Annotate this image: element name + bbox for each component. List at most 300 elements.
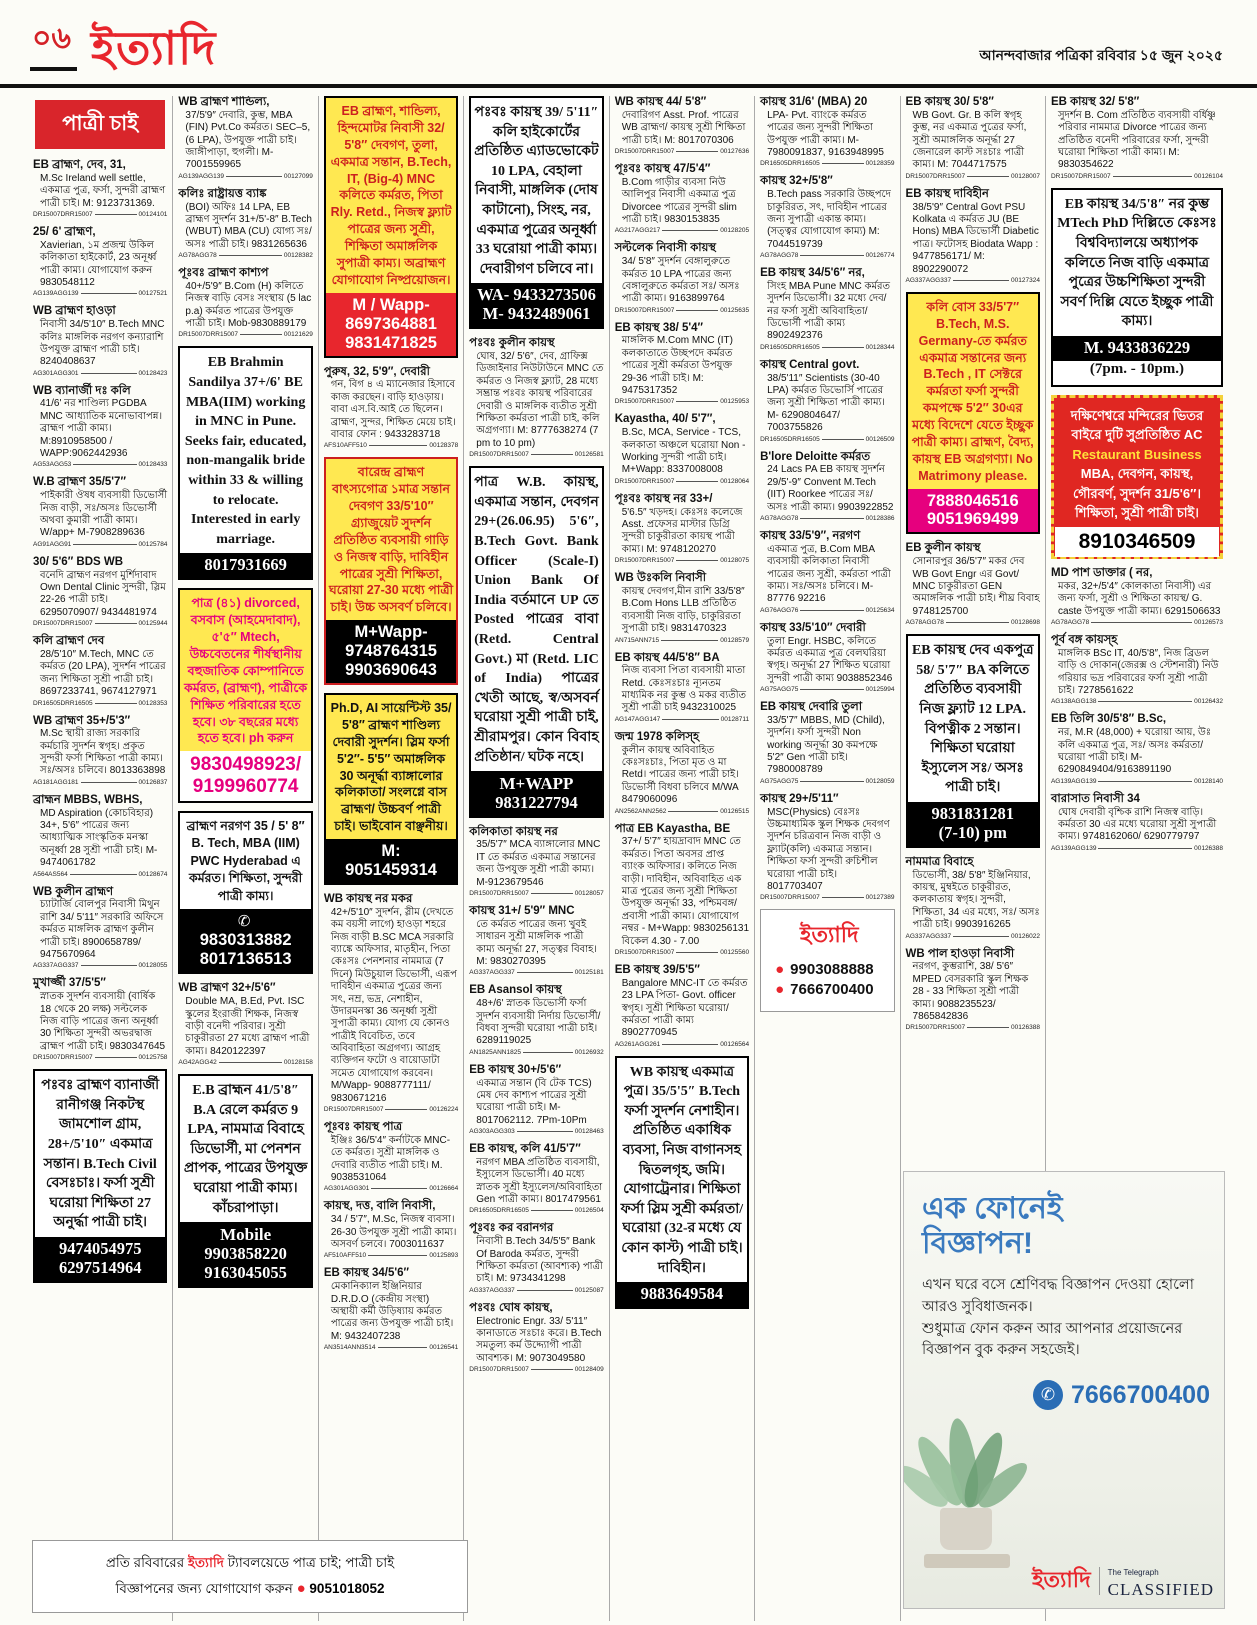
ad-body: পঃবঃ ব্রাহ্মণ ব্যানার্জী রানীগঞ্জ নিকটস্থ জামশোল গ্রাম, 28+/5'10″ একমাত্র সন্তান। B.Tech Civil বেসঃচাঃ। ফর্সা সুশ্রী ঘরোয়া শিক্ষিতা 27 অনুর্দ্ধা পাত্রী চাই। xyxy=(41,1078,160,1231)
classified-ad xyxy=(615,823,749,956)
ad-code: AG147AGG147 xyxy=(614,715,661,723)
phone-booking-ad xyxy=(903,1171,1225,1609)
ad-title: পূঃবঃ কায়স্থ নর 33+/ xyxy=(614,492,713,505)
ad-title: পূঃবঃ কায়স্থ পাত্র xyxy=(323,1121,403,1134)
phone-band xyxy=(1055,527,1219,557)
classified-ad xyxy=(615,652,749,723)
ad-serial: 00126541 xyxy=(429,1344,459,1352)
phone-number: 9831831281 xyxy=(931,803,1014,823)
column-5 xyxy=(609,96,754,1621)
phone-band xyxy=(180,909,310,972)
ad-body: MD Aspiration (কোচবিহার) 34+, 5'6″ পাত্রের জন্য আধ্যাত্মিক সাংস্কৃতিক মনস্কা অনূর্ধ্বা 28 সুশ্রী পাত্রী চাই। M-9474061782 xyxy=(40,807,158,869)
ad-serial: 00128075 xyxy=(720,557,750,565)
ad-serial: 00128344 xyxy=(865,343,895,351)
ad-body: 35/5'7″ MCA ব্যাঙ্গালোর MNC IT তে কর্মরত একমাত্র সন্তানের জন্য উপযুক্ত সুশ্রী পাত্রী কাম্য। M-9123679546 xyxy=(476,839,601,888)
ad-serial: 00125087 xyxy=(574,1286,604,1294)
code-rule xyxy=(371,1188,427,1189)
ad-body: M.Sc Ireland well settle, একমাত্র পুত্র, ফর্সা, সুন্দরী ব্রাহ্মণ পাত্রী চাই। M: 9123731369. xyxy=(40,172,166,209)
classified-ad xyxy=(178,188,312,259)
ad-title: 30/ 5'6″ BDS WB xyxy=(33,555,124,568)
ad-code: DR15007DRR15007 xyxy=(33,1054,93,1062)
ad-serial: 00128423 xyxy=(138,369,168,377)
classified-ad xyxy=(1051,793,1223,852)
ad-code-row xyxy=(615,1041,749,1048)
ad-serial: 00128059 xyxy=(865,777,895,785)
code-rule xyxy=(822,347,864,348)
big-ad-body: এখন ঘরে বসে শ্রেণিবদ্ধ বিজ্ঞাপন দেওয়া হোলো আরও সুবিধাজনক। শুধুমাত্র ফোন করুন আর আপনার প্রয়োজনের বিজ্ঞাপন বুক করুন সহজেই। xyxy=(922,1277,1194,1359)
code-rule xyxy=(1091,622,1192,623)
ad-code-row xyxy=(469,1207,603,1214)
ad-code-row xyxy=(615,557,749,564)
ad-title: WB কায়স্থ নর মকর xyxy=(323,893,413,905)
ad-code: AG337AGG337 xyxy=(469,969,515,977)
bullet-icon: ● xyxy=(296,1580,306,1597)
ad-body: 42+/5'10″ সুদর্শন, স্লীম (দেখতে কম বয়সী লাগে) হাওড়া শহরে নিজ বাড়ী B.SC MCA সরকারি ব্যাঙ্কে অফিসার, মাতৃহীন, পিতা কেঃসঃ পেনশনার নামমাত্র (7 দিনে) মিউচুয়াল ডিভোর্সী, এরূপ দাবিহীন একমাত্র পুত্রের জন্য সৎ, নম্র, ভদ্র, নেশাহীন, উদারমনস্কা 36 অনূর্ধ্বা সুশ্রী সুপাত্রী কাম্য। যোগ্য যে কোনও পাত্রীই বিবেচিত, তবে অবিবাহিতা অগ্রগণ্য। আগ্রহ ব্যক্তিগন ফটো ও বায়োডাটা সমেত যোগাযোগ করবেন। M/Wapp- 9088777111/ 9830671216 xyxy=(330,906,457,1104)
ad-code-row xyxy=(324,1185,458,1192)
phone-number: 9903088888 xyxy=(790,961,874,979)
classified-ad xyxy=(615,1056,749,1310)
ad-code-row xyxy=(33,620,167,627)
ad-code-row xyxy=(1051,619,1223,626)
ad-body: Ph.D, AI সায়েন্টিস্ট 35/ 5'8″ ব্রাহ্মণ শাণ্ডিল্য দেবারী সুদর্শন। স্লিম ফর্সা 5'2″- 5'5″ অমাঙ্গলিক 30 অনূর্দ্ধা ব্যাঙ্গালোর কলিকাতা/ সংলগ্নে বাস ব্রাহ্মণ/ উচ্চবর্ণ পাত্রী চাই। ভাইবোন বাঞ্ছনীয়। xyxy=(330,701,452,834)
classified-ad xyxy=(615,96,749,155)
code-rule xyxy=(822,163,864,164)
ad-body: WB কায়স্থ একমাত্র পুত্র। 35/5'5″ B.Tech ফর্সা সুদর্শন নেশাহীন। প্রতিষ্ঠিত একাধিক ব্যবসা, নিজ বাগানসহ দ্বিতলগৃহ, জমি। যোগাট্রেনার। শিক্ষিতা ফর্সা স্লিম সুশ্রী কর্মরতা/ঘরোয়া (32-র মধ্যে যে কোন কাস্ট) পাত্রী চাই। দাবিহীন। xyxy=(620,1064,744,1276)
ad-code: AG301AGG301 xyxy=(323,1185,370,1193)
phone-band xyxy=(908,802,1038,846)
time-note: (7pm. - 10pm.) xyxy=(1089,360,1185,377)
ad-serial: 00125893 xyxy=(429,1252,459,1260)
ad-code-row xyxy=(615,398,749,405)
ad-serial: 00126837 xyxy=(138,778,168,786)
ad-title: EB কায়স্থ 34/5'6″ xyxy=(323,1267,409,1280)
ad-serial: 00126022 xyxy=(1011,932,1040,940)
ad-title: EB কায়স্থ দাবিহীন xyxy=(905,187,989,200)
code-rule xyxy=(517,972,573,973)
ad-code-row xyxy=(1051,778,1223,785)
column-3 xyxy=(318,96,463,1621)
code-rule xyxy=(531,893,573,894)
page-header xyxy=(0,0,1257,88)
classified-ad xyxy=(760,359,894,443)
phone-number: 9903690643 xyxy=(345,661,437,680)
ad-serial: 00125784 xyxy=(138,540,168,548)
ad-code-row xyxy=(760,436,894,443)
classified-ad xyxy=(324,366,458,450)
ad-serial: 00127636 xyxy=(720,147,750,155)
phone-number: 9199960774 xyxy=(192,776,299,798)
phone-number: 9830498923/ xyxy=(190,754,302,776)
classified-ad xyxy=(1051,188,1223,387)
ad-code: DR15007DRR15007 xyxy=(1050,172,1111,180)
ad-serial: 00128007 xyxy=(1011,172,1040,180)
code-rule xyxy=(800,781,863,782)
ad-title: EB ব্রাহ্মণ, দেব, 31, xyxy=(33,159,126,171)
ad-code: DR15007DRR15007 xyxy=(905,1024,966,1032)
ad-code: DR15007DRR15007 xyxy=(614,306,675,314)
ad-code: AG301AGG301 xyxy=(33,369,79,377)
ad-code: DR15007DRR15007 xyxy=(469,889,529,897)
code-rule xyxy=(226,176,282,177)
phone-number: 9903858220 xyxy=(204,1243,287,1263)
phone-band xyxy=(1053,336,1221,361)
classified-ad xyxy=(33,1069,167,1283)
ad-code-row xyxy=(760,252,894,259)
classified-ad xyxy=(469,1222,603,1293)
classified-ad xyxy=(33,226,167,297)
ad-body: কলি বোস 33/5'7″ B.Tech, M.S. Germany-তে কর্মরত একমাত্র সন্তানের জন্য B.Tech , IT সেক্টরে কর্মরতা ফর্সা সুন্দরী কমপক্ষে 5'2″ 30এর মধ্যে বিদেশে যেতে ইচ্ছুক পাত্রী কাম্য। ব্রাহ্মণ, বৈদ্য, কায়স্থ EB অগ্রগণ্যা। No Matrimony please. xyxy=(911,299,1034,483)
ad-title: EB কায়স্থ 44/5'8″ BA xyxy=(614,651,720,664)
ad-body: 28/5'10″ M.Tech, MNC তে কর্মরত (20 LPA), সুদর্শন পাত্রের জন্য শিক্ষিতা সুশ্রী পাত্রী চাই। 8697233741, 9674127971 xyxy=(40,648,166,698)
ad-code: DR15007DRR15007 xyxy=(323,1106,384,1114)
ad-code: AG42AGG42 xyxy=(178,1059,217,1067)
phone-number: 9163045055 xyxy=(204,1262,287,1282)
code-rule xyxy=(368,1255,427,1256)
ad-body-part: MBA, দেবগন, কায়স্থ, গৌরবর্ণ, সুদর্শন 31/5'6″। শিক্ষিতা, সুশ্রী পাত্রী চাই। xyxy=(1073,466,1201,521)
ad-code-row xyxy=(178,252,312,259)
code-rule xyxy=(967,1027,1009,1028)
ad-title: Kayastha, 40/ 5'7″, xyxy=(614,413,716,426)
ad-code: AG139AGG139 xyxy=(1050,844,1097,852)
code-rule xyxy=(1098,781,1192,782)
contact-phone xyxy=(775,981,883,998)
code-rule xyxy=(662,719,718,720)
classified-ad xyxy=(906,188,1040,284)
ad-serial: 00125944 xyxy=(138,620,168,628)
code-rule xyxy=(531,1369,573,1370)
phone-number: M. 9433836229 xyxy=(1083,337,1191,357)
masthead-title: ইত্যাদি xyxy=(91,22,217,74)
phone-band xyxy=(471,771,601,816)
ad-body xyxy=(1058,406,1216,523)
classified-ad xyxy=(615,731,749,815)
ad-code: AG78AGG78 xyxy=(1050,618,1090,626)
ad-serial: 00126932 xyxy=(574,1048,604,1056)
ad-body: বারেন্দ্র ব্রাহ্মণ বাৎস্যগোত্র ১মাত্র সন্তান দেবগণ 33/5'10″ গ্র্যাজুয়েট সুদর্শন প্রতিষ্ঠিত ব্যবসায়ী গাড়ি ও নিজস্ব বাড়ি, দাবিহীন পাত্রের সুশ্রী শিক্ষিতা, ঘরোয়া 27-30 মধ্যে পাত্রী চাই। উচ্চ অসবর্ণ চলিবে। xyxy=(329,465,454,615)
ad-serial: 00128205 xyxy=(720,227,750,235)
code-rule xyxy=(676,310,718,311)
ad-code: A564AS564 xyxy=(33,870,68,878)
ad-title: EB কায়স্থ 32/ 5'8″ xyxy=(1050,96,1140,108)
phone-band xyxy=(180,553,310,578)
ad-title: W.B ব্রাহ্মণ 35/5'7″ xyxy=(33,476,126,489)
ad-code-row xyxy=(760,686,894,693)
code-rule xyxy=(800,518,863,519)
ad-serial: 00128409 xyxy=(574,1366,604,1374)
classified-ad xyxy=(33,794,167,878)
ad-body: বনেদি ব্রাহ্মণ নরগণ মুর্শিদাবাদ Own Dental Clinic সুন্দরী, স্লিম 22-26 পাত্রী চাই। 6295070907/ 9434481974 xyxy=(40,569,166,618)
ad-code: AG53AGG53 xyxy=(33,461,72,469)
classified-ad xyxy=(469,984,603,1055)
ad-serial: 00128359 xyxy=(865,160,895,168)
ad-code-row xyxy=(469,1049,603,1056)
ad-code: AG78AGG78 xyxy=(760,514,799,522)
ad-body: 33/5'7″ MBBS, MD (Child), সুদর্শন। ফর্সা সুন্দরী Non working অনূর্দ্ধা 30 কমপক্ষে 5'2″ Gen পাত্রী চাই। 7980008789 xyxy=(767,714,885,776)
ad-title: WB ব্রাহ্মণ হাওড়া xyxy=(33,305,116,318)
code-rule xyxy=(1113,176,1193,177)
section-header-bride-wanted: পাত্রী চাই xyxy=(35,100,165,149)
ad-body: 38/5'11″ Scientists (30-40 LPA) কর্মরত ডিভোর্সি পাত্রের জন্য সুশ্রী শিক্ষিতা পাত্রী কাম্য। M- 6290804647/ 7003755826 xyxy=(767,372,886,434)
classified-ad xyxy=(1051,567,1223,626)
classified-ad xyxy=(178,982,312,1066)
ad-code: DR15007DRR15007 xyxy=(614,948,675,956)
ad-serial: 00128158 xyxy=(283,1059,313,1067)
ad-code: AG303AGG303 xyxy=(469,1128,515,1136)
ad-serial: 00125758 xyxy=(138,1054,168,1062)
ad-serial: 00128711 xyxy=(720,715,750,723)
ad-code: AG138AGG138 xyxy=(1050,698,1097,706)
code-rule xyxy=(517,1131,573,1132)
ad-body: সুদর্শন B. Com প্রতিষ্ঠিত ব্যবসায়ী বর্ধিষ্ণু পরিবার নামমাত্র Divorce পাত্রের জন্য প্রতিষ্ঠিত বনেদী পরিবারের ফর্সা, সুন্দরী ঘরোয়া শিক্ষিতা পাত্রী কাম্য। M: 9830354622 xyxy=(1057,109,1216,171)
ad-body: তে কর্মরত পাত্রের জন্য খুবই সাধারন সুশ্রী মাঙ্গলিক পাত্রী কাম্য অনূর্দ্ধা 27, সত্ত্বর বিবাহ। M: 9830270395 xyxy=(476,918,597,967)
ad-body: WB Govt. Gr. B কলি স্বগৃহ কুম্ভ, নর একমাত্র পুত্রের ফর্সা, সুশ্রী অমাঙ্গলিক অনূর্দ্ধা 27 জেনারেল কাস্ট সঃচাঃ পাত্রী কাম্য। M: 7044717575 xyxy=(912,109,1027,171)
ad-body: সোনারপুর 36/5'7″ মকর দেব WB Govt Engr এর Govt/ MNC চাকুরীরতা GEN অমাঙ্গলিক পাত্রী চাই। শীঘ্র বিবাহ 9748125700 xyxy=(912,556,1040,617)
code-rule xyxy=(676,401,718,402)
ad-body: 5'6.5″ খড়দহ। কেঃসঃ কলেজে Asst. প্রফেসর মাস্টার ডিগ্রি সুন্দরী চাকুরীরতা কায়স্থ পাত্রী কাম্য। M: 9748120270 xyxy=(621,506,743,555)
ad-title: EB কায়স্থ 30/ 5'8″ xyxy=(905,96,994,108)
ad-title: পূর্ব বঙ্গ কায়স্হ xyxy=(1050,633,1118,646)
ad-serial: 00121629 xyxy=(283,331,313,339)
ad-code-row xyxy=(178,173,312,180)
code-rule xyxy=(662,230,718,231)
code-rule xyxy=(240,334,282,335)
code-rule xyxy=(946,622,1009,623)
phone-number: (7-10) pm xyxy=(938,822,1007,842)
ad-code-row xyxy=(760,607,894,614)
big-ad-footer xyxy=(1032,1562,1214,1600)
ad-title: EB Asansol কায়স্থ xyxy=(469,984,562,997)
code-rule xyxy=(822,897,864,898)
ad-code-row xyxy=(1051,698,1223,705)
ad-code-row xyxy=(33,541,167,548)
ad-code: AG76AGG76 xyxy=(760,606,799,614)
code-rule xyxy=(967,176,1009,177)
classified-ad xyxy=(760,451,894,522)
ad-body: Xavierian, ১ম প্রজন্ম উকিল কলিকাতা হাইকোর্ট, 23 অনূর্ধ্ব পাত্রী কাম্য। যোগাযোগ করুন 9830548112 xyxy=(40,239,157,288)
ad-body: নর, M.R (48,000) + ঘরোয়া আয়, উঃ কলি একমাত্র পুত্র, সঃ/ অসঃ কর্মরতা/ ঘরোয়া পাত্রী চাই। M- 6290849404/9163891190 xyxy=(1057,727,1212,776)
ad-body: সিংহ MBA Pune MNC কর্মরত সুদর্শন ডিভোর্সী। 32 মধ্যে দেব/নর ফর্সা সুশ্রী অবিবাহিতা/ ডিভোর্সী পাত্রী কাম্য 8902492376 xyxy=(767,280,891,342)
ad-code-row xyxy=(33,290,167,297)
code-rule xyxy=(219,1062,282,1063)
phone-number: 7666700400 xyxy=(790,981,874,999)
ad-code: DR16505DRR16505 xyxy=(760,343,820,351)
ad-code-row xyxy=(33,211,167,218)
ad-code: AG337AGG337 xyxy=(469,1286,515,1294)
ad-code: AN2562ANN2562 xyxy=(614,807,667,815)
code-rule xyxy=(800,610,863,611)
code-rule xyxy=(95,703,137,704)
code-rule xyxy=(668,811,718,812)
ad-code-row xyxy=(324,1252,458,1259)
classified-ad xyxy=(469,1302,603,1373)
ad-code: DR15007DRR15007 xyxy=(614,477,675,485)
code-rule xyxy=(531,1210,573,1211)
ad-title: পূঃবঃ কায়স্থ 47/5'4″ xyxy=(614,162,711,175)
classified-ad xyxy=(33,886,167,970)
classified-ad xyxy=(33,635,167,706)
code-rule xyxy=(662,1044,718,1045)
ad-body: M.Sc স্থায়ী রাজ্য সরকারি কর্মচারি সুদর্শন স্বগৃহ। প্রকৃত সুন্দরী ফর্সা শিক্ষিতা পাত্রী কাম্য। সঃ/অসঃ চলিবে। 8013363898 xyxy=(40,728,166,777)
phone-icon: ✆ xyxy=(237,913,251,931)
code-rule xyxy=(73,464,136,465)
ad-code: DR15007DRR15007 xyxy=(614,147,675,155)
ad-code-row xyxy=(33,1054,167,1061)
phone-band xyxy=(326,293,456,356)
ad-serial: 00127521 xyxy=(138,290,168,298)
ad-body: 40+/5'9″ B.Com (H) কলিতে নিজস্ব বাড়ি বেসঃ সংস্থায় (5 lac p.a) কর্মরত পাত্রের উপযুক্ত পাত্রী চাই। Mob-9830889179 xyxy=(185,280,312,330)
code-rule xyxy=(95,1057,137,1058)
ad-code: AF510AFF510 xyxy=(323,1252,367,1260)
code-rule xyxy=(953,936,1009,937)
ad-body: 37/5'9″ দেবারি, কুম্ভ, MBA (FIN) Pvt.Co কর্মরত। SEC–5, (6 LPA), উপযুক্ত পাত্রী চাই।জাঙ্গীপাড়া, হুগলী। M- 7001559965 xyxy=(185,109,311,171)
ad-title: মুখার্জ্জী 37/5'5″ xyxy=(33,977,106,990)
phone-band xyxy=(326,839,456,883)
ad-body: EB কায়স্থ দেব একপুত্র 58/ 5'7″ BA কলিতে প্রতিষ্ঠিত ব্যবসায়ী নিজ ফ্ল্যাট 12 LPA. বিপত্নীক 2 সন্তান। শিক্ষিতা ঘরোয়া ইস্যুলেস সঃ/ অসঃ পাত্রী চাই। xyxy=(911,643,1034,796)
classified-ad xyxy=(615,493,749,564)
ad-body: পাত্র (৪১) divorced, বসবাস (আহমেদাবাদ), ৫'৫″ Mtech, উচ্চবেতনের শীর্ষস্থানীয় বহুজাতিক কোম্পানিতে কর্মরত, (ব্রাহ্মণ), পাত্রীকে শিক্ষিত পরিবারের হতে হবে। ৩৮ বছরের মধ্যে হতে হবে। ph করুন xyxy=(184,596,308,746)
phone-number: 9883649584 xyxy=(640,1284,724,1304)
ad-title: WB ব্রাহ্মণ 35+/5'3″ xyxy=(33,714,131,727)
column-6 xyxy=(754,96,899,1621)
ad-code-row xyxy=(178,1059,312,1066)
ad-body: (BOI) অফিঃ 14 LPA, EB ব্রাহ্মণ সুদর্শন 31+/5'-8″ B.Tech (WBUT) MBA (CU) যোগ্য সঃ/ অসঃ পাত্রী চাই। 9831265636 xyxy=(185,201,312,250)
ad-title: সল্টলেক নিবাসী কায়স্থ xyxy=(614,242,716,255)
ad-title: EB কায়স্থ 30+/5'6″ xyxy=(469,1063,562,1076)
ad-body: পাইকারী ঔষধ ব্যবসায়ী ডিভোর্সী নিজ বাড়ী, সঃ/অসঃ ডিভোর্সী অথবা কুমারী পাত্রী কাম্য। W/app+ M-7908289636 xyxy=(40,490,168,539)
classified-ad xyxy=(324,693,458,885)
big-ad-phone-row xyxy=(922,1380,1210,1410)
ad-body: LPA- Pvt. ব্যাংকে কর্মরত পাত্রের জন্য সুন্দরী শিক্ষিতা উপযুক্ত পাত্রী কাম্য। M- 7980091837, 9163948995 xyxy=(767,109,884,158)
classified-ad xyxy=(469,905,603,976)
ad-title: কায়স্থ 32+/5'8″ xyxy=(760,175,833,188)
ad-code: AG78AGG78 xyxy=(178,252,217,260)
ad-body: B.Tech pass সরকারি উচ্ছপদে চাকুরিরত, সৎ, দাবিহীন পাত্রের জন্য সুপাত্রী একান্ত কাম্য। (সত্ত্বর যোগাযোগ কাম্য) M: 7044519739 xyxy=(767,189,891,250)
phone-number: 6297514964 xyxy=(58,1257,142,1277)
classified-ad xyxy=(906,634,1040,848)
ad-serial: 00127099 xyxy=(283,172,313,180)
ad-body: মাঙ্গলিক BSc IT, 40/5'8″, নিজ ব্রিডল বাড়ি ও দোকান(জেরক্স ও স্টেশনারী) নিউ গরিয়ার ভদ্র পরিবারের ফর্সা সুশ্রী পাত্রী চাই। 7278561622 xyxy=(1057,647,1219,696)
ad-serial: 00125953 xyxy=(720,398,750,406)
ad-code: AG261AGG261 xyxy=(614,1040,661,1048)
contact-box-title: ইত্যাদি xyxy=(800,922,859,948)
ad-code-row xyxy=(760,344,894,351)
ad-serial: 00126388 xyxy=(1011,1024,1040,1032)
ad-body: ইঞ্জিঃ 36/5'4″ কর্নাটকে MNC-তে কর্মরত। সুশ্রী মাঙ্গলিক ও দেবারি ব্যতীত পাত্রী চাই। M. 9038531064 xyxy=(330,1134,451,1184)
ad-body: মাঙ্গলিক M.Com MNC (IT) কলকাতাতে উচ্ছপদে কর্মরত পাত্রের সুশ্রী কর্মরতা উপযুক্ত 29-36 পাত্রী চাই। M: 9475317352 xyxy=(621,335,733,397)
phone-number: 8910346509 xyxy=(1078,529,1196,553)
ad-serial: 00128433 xyxy=(138,461,168,469)
phone-band xyxy=(471,283,601,327)
ad-body: 38/5'9″ Central Govt PSU Kolkata এ কর্মরত JU (BE Hons) MBA ডিভোর্সী Diabetic পাত্র। ফটোসহ Biodata Wapp : 9477856171/ M: 8902290072 xyxy=(912,201,1039,275)
classified-ad xyxy=(33,159,167,218)
classified-ad xyxy=(469,1064,603,1135)
phone-number: 7888046516 xyxy=(926,491,1019,510)
ad-body: Electronic Engr. 33/ 5'11″ কানাডাতে সঃচাঃ করে। B.Tech সমতুল্য কর্ম উদ্দ্যোগী পাত্রী আবশ্যক। M: 9073049580 xyxy=(476,1315,602,1364)
divider xyxy=(1099,1567,1100,1595)
ad-body: গন, বিগ ৪ এ ম্যানেজার হিসাবে কাজ করছেন। বাড়ি হাওড়ায়। বাবা এস.বি.আই তে ছিলেন। ব্রাহ্মণ, সুন্দর, শিক্ষিত মেয়ে চাই। বাবার ফোন : 9433283718 xyxy=(330,379,456,440)
ad-title: WB কুলীন ব্রাহ্মণ xyxy=(33,885,114,898)
ad-serial: 00126388 xyxy=(1194,844,1224,852)
code-rule xyxy=(800,255,863,256)
ad-title: MD পাশ ডাক্তার ( নর, xyxy=(1050,567,1153,580)
classified-ad xyxy=(324,1121,458,1192)
phone-number: M / Wapp- xyxy=(352,295,430,314)
ad-code-row xyxy=(178,331,312,338)
ad-code: AG91AGG91 xyxy=(33,540,72,548)
ad-title: পাত্র EB Kayastha, BE xyxy=(614,822,731,835)
ad-serial: 00125634 xyxy=(865,606,895,614)
code-rule xyxy=(661,640,718,641)
ad-title: WB উঃকলি নিবাসী xyxy=(614,572,707,585)
ad-body: ব্রাহ্মণ নরগণ 35 / 5' 8″ B. Tech, MBA (IIM) PWC Hyderabad এ কর্মরত। শিক্ষিতা, সুন্দরী পাত্রী কাম্য। xyxy=(186,818,305,903)
ad-body: 24 Lacs PA EB কায়স্থ সুদর্শন 29/5'-9″ Convent M.Tech (IIT) Roorkee পাত্রের সঃ/ অসঃ পাত্রী কাম্য। 9903922852 xyxy=(767,464,894,513)
classified-ad xyxy=(178,1074,312,1288)
bullet-icon: ● xyxy=(775,961,785,979)
ad-body: 48+/6' স্নাতক ডিভোর্সী ফর্সা সুদর্শন ব্যবসায়ী নির্দায় ডিভোর্সী/বিধবা সুন্দরী ঘরোয়া পাত্রী চাই। 6289119025 xyxy=(476,998,601,1047)
ad-body: কায়স্থ দেবগণ,মীন রাশি 33/5'8″ B.Com Hons LLB প্রতিষ্ঠিত ব্যবসায়ী নিজ বাড়ি, চাকুরিরতা সুপাত্রী চাই। 9831470323 xyxy=(621,585,745,635)
phone-number: 9831227794 xyxy=(495,792,578,812)
code-rule xyxy=(953,280,1009,281)
ad-code: AG337AGG337 xyxy=(905,276,952,284)
phone-band xyxy=(35,1237,165,1281)
ad-title: WB ব্রাহ্মণ শান্ডিল্য, xyxy=(178,96,270,108)
ad-body: E.B ব্রাহ্মন 41/5'8″ B.A রেলে কর্মরত 9 LPA, নামমাত্র বিবাহে ডিভোর্সী, মা পেনশন প্রাপক, পাত্রের উপযুক্ত ঘরোয়া পাত্রী কাম্য। কাঁচরাপাড়া। xyxy=(183,1083,308,1216)
ad-code: AG78AGG78 xyxy=(905,619,944,627)
ad-title: কায়স্থ, দত্ত, বালি নিবাসী, xyxy=(323,1200,436,1213)
classified-ad xyxy=(469,466,603,817)
ad-body: নিজ ব্যবসা পিতা ব্যবসায়ী মাতা Retd. কেঃসঃচাঃ ন্যূনতম মাধ্যমিক নর কুম্ভ ও মকর ব্যতীত সুশ্রী পাত্রী চাই 9432310025 xyxy=(621,665,747,714)
ad-code: AN1825ANN1825 xyxy=(469,1048,521,1056)
band-label: M+WAPP xyxy=(499,774,574,794)
notice-line-2: বিজ্ঞাপনের জন্য যোগাযোগ করুন ● 9051018052 xyxy=(115,1580,385,1597)
ad-code-row xyxy=(324,1344,458,1351)
ad-title: কায়স্থ 31/6' (MBA) 20 xyxy=(760,96,868,108)
classified-ad xyxy=(33,715,167,786)
code-rule xyxy=(822,439,864,440)
ad-code-row xyxy=(906,277,1040,284)
ad-body: ঘোষ দেবারী বৃশ্চিক রাশি নিজস্ব বাড়ি। কর্মরতা 30 এর মধ্যে ঘরোয়া সুশ্রী সুপাত্রী কাম্য। 9748162060/ 6290779797 xyxy=(1057,806,1217,843)
ad-title: EB কায়স্থ 39/5'5″ xyxy=(614,963,700,976)
classified-ad xyxy=(760,175,894,259)
ad-title: 25/ 6' ব্রাহ্মণ, xyxy=(33,225,96,238)
ad-body: EB কায়স্থ 34/5'8″ নর কুম্ভ MTech PhD দিল্লিতে কেঃসঃ বিশ্ববিদ্যালয়ে অধ্যাপক কলিতে নিজ বাড়ি একমাত্র পুত্রের উচ্চশিক্ষিতা সুন্দরী সবর্ণ দিল্লি যেতে ইচ্ছুক পাত্রী কাম্য। xyxy=(1057,196,1217,330)
ad-code-row xyxy=(906,619,1040,626)
ad-serial: 00125560 xyxy=(720,948,750,956)
classified-ad xyxy=(760,622,894,693)
ad-serial: 00124101 xyxy=(138,210,168,218)
ad-code: AG181AGG181 xyxy=(33,778,79,786)
ad-serial: 00126664 xyxy=(429,1185,459,1193)
code-rule xyxy=(369,445,428,446)
ad-title: EB কায়স্থ 38/ 5'4″ xyxy=(614,321,704,334)
code-rule xyxy=(1098,848,1192,849)
ad-code: AG75AGG75 xyxy=(760,777,799,785)
classified-ad xyxy=(324,893,458,1113)
classified-ad xyxy=(178,267,312,338)
ad-body: Bangalore MNC-IT তে কর্মরত 23 LPA পিতা- Govt. officer স্বগৃহ। সুশ্রী শিক্ষিতা ঘরোয়া/ কর্মরতা পাত্রী কাম্য 8902770945 xyxy=(621,977,748,1039)
ad-code-row xyxy=(324,442,458,449)
classified-ad xyxy=(324,457,458,685)
ad-serial: 00128382 xyxy=(283,252,313,260)
ad-body: নিবাসী B.Tech 34/5'5″ Bank Of Baroda কর্মরত, সুন্দরী শিক্ষিতা কর্মরতা (আবশ্যক) পাত্রী চাই। M: 9734341298 xyxy=(476,1236,603,1285)
ad-code-row xyxy=(615,227,749,234)
ad-serial: 00126573 xyxy=(1194,618,1224,626)
ad-body: EB ব্রাহ্মণ, শান্ডিল্য, হিন্দমোটর নিবাসী 32/ 5'8″ দেবগণ, তুলা, একমাত্র সন্তান, B.Tech, IT, (Big-4) MNC কলিতে কর্মরত, পিতা Rly. Retd., নিজস্ব ফ্ল্যাট পাত্রের জন্য সুশ্রী, শিক্ষিতা অমাঙ্গলিক সুপাত্রী কাম্য। অব্রাহ্মণ যোগাযোগ নিষ্প্রয়োজন। xyxy=(330,104,452,287)
ad-title: জন্ম 1978 কলিস্হ xyxy=(614,730,700,743)
ad-body: 34/ 5'8″ সুদর্শন বেঙ্গালুরুতে কর্মরত 10 LPA পাত্রের জন্য বেঙ্গালুরুতে কর্মরতা সঃ/ অসঃ পাত্রী কাম্য। 9163899764 xyxy=(621,256,740,305)
ad-code: DR15007DRR15007 xyxy=(614,398,675,406)
ad-title: কলি ব্রাহ্মণ দেব xyxy=(33,635,105,648)
